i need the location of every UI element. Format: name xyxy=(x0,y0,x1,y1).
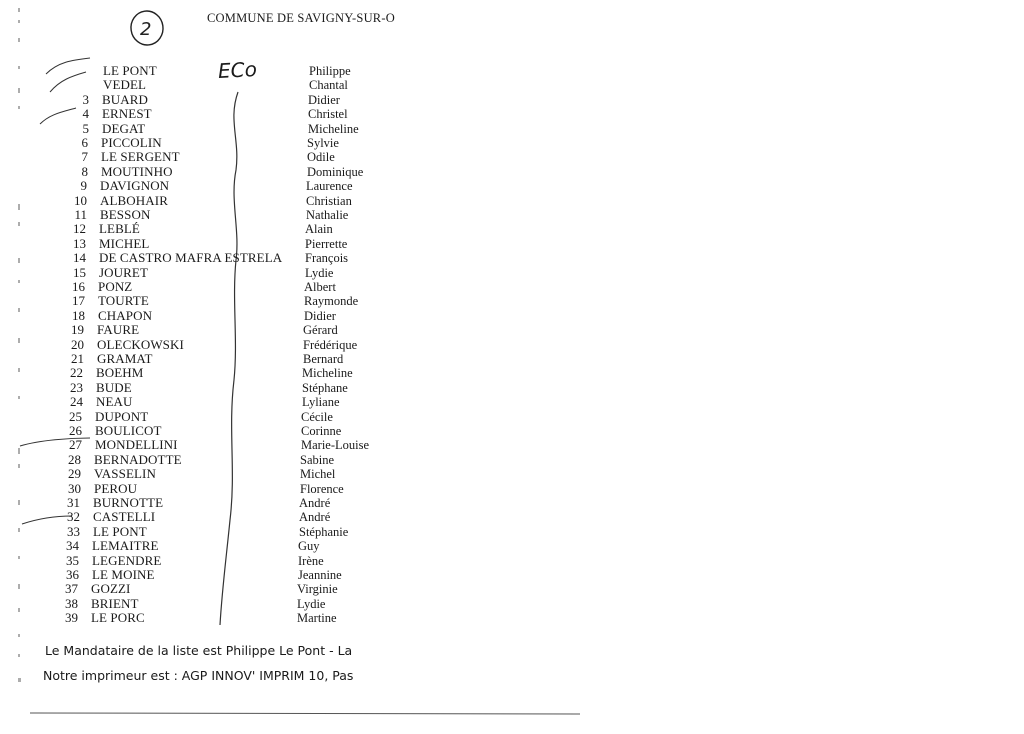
candidate-surname: BOULICOT xyxy=(95,423,162,438)
candidate-given-name: Irène xyxy=(298,553,324,568)
candidate-surname: BERNADOTTE xyxy=(94,451,182,467)
candidate-row xyxy=(0,525,400,539)
candidate-given-name: Didier xyxy=(304,308,336,323)
candidate-given-name: Sabine xyxy=(300,452,335,467)
candidate-given-name: Virginie xyxy=(297,582,338,597)
candidate-given-name: Martine xyxy=(297,611,337,626)
candidate-row xyxy=(0,539,400,553)
candidate-given-name: Lydie xyxy=(305,265,334,280)
candidate-given-name: Sylvie xyxy=(307,136,339,150)
candidate-surname: CHAPON xyxy=(98,307,153,323)
candidate-number: 31 xyxy=(67,495,80,510)
candidate-number: 19 xyxy=(71,322,84,338)
candidate-row xyxy=(0,338,400,352)
candidate-row xyxy=(0,294,400,308)
candidate-given-name: Micheline xyxy=(302,366,353,381)
candidate-surname: ERNEST xyxy=(102,106,152,122)
candidate-row xyxy=(0,136,400,150)
candidate-given-name: Micheline xyxy=(308,121,359,136)
candidate-surname: BESSON xyxy=(100,207,151,222)
candidate-surname: VASSELIN xyxy=(94,466,156,482)
candidate-number: 12 xyxy=(73,221,86,237)
candidate-surname: FAURE xyxy=(97,322,140,338)
commune-title: COMMUNE DE SAVIGNY-SUR-O xyxy=(207,11,395,25)
candidate-number: 3 xyxy=(82,91,89,107)
candidate-surname: MONDELLINI xyxy=(95,437,178,453)
candidate-given-name: Marie-Louise xyxy=(301,438,370,453)
candidate-number: 16 xyxy=(72,279,85,294)
candidate-number: 4 xyxy=(82,106,89,122)
candidate-number: 26 xyxy=(69,423,82,438)
candidate-surname: LE PONT xyxy=(103,63,157,78)
candidate-surname: TOURTE xyxy=(98,293,149,309)
candidate-surname: LE PORC xyxy=(91,610,145,626)
candidate-row xyxy=(0,496,400,510)
candidate-number: 9 xyxy=(80,178,87,194)
candidate-number: 13 xyxy=(73,235,86,251)
candidate-given-name: Didier xyxy=(308,92,340,107)
candidate-given-name: Pierrette xyxy=(305,236,348,251)
candidate-number: 15 xyxy=(73,264,86,280)
candidate-row xyxy=(0,280,400,294)
candidate-number: 25 xyxy=(69,408,82,424)
candidate-row xyxy=(0,366,400,380)
candidate-number: 6 xyxy=(81,135,88,150)
candidate-given-name: Bernard xyxy=(303,352,344,366)
candidate-given-name: Stéphanie xyxy=(299,524,349,539)
candidate-number: 34 xyxy=(66,538,79,554)
candidate-number: 29 xyxy=(68,466,81,482)
candidate-row xyxy=(0,438,400,452)
candidate-given-name: Florence xyxy=(300,481,344,496)
candidate-surname: LE PONT xyxy=(93,523,147,539)
candidate-given-name: Odile xyxy=(307,150,335,165)
candidate-row xyxy=(0,597,400,611)
candidate-surname: JOURET xyxy=(99,264,148,280)
candidate-surname: MOUTINHO xyxy=(101,163,173,179)
candidate-row xyxy=(0,611,400,625)
candidate-given-name: Cécile xyxy=(301,409,333,424)
candidate-number: 30 xyxy=(68,480,81,496)
candidate-row xyxy=(0,453,400,467)
candidate-row xyxy=(0,424,400,438)
candidate-surname: PONZ xyxy=(98,279,133,294)
candidate-surname: BUARD xyxy=(102,91,149,107)
candidate-surname: LEGENDRE xyxy=(92,552,162,568)
candidate-given-name: Frédérique xyxy=(303,337,358,352)
candidate-number: 5 xyxy=(82,120,89,136)
candidate-row xyxy=(0,410,400,424)
candidate-row xyxy=(0,309,400,323)
candidate-row xyxy=(0,352,400,366)
candidate-number: 7 xyxy=(81,149,88,165)
candidate-row xyxy=(0,510,400,524)
candidate-given-name: Laurence xyxy=(306,179,353,194)
eco-annotation: ECo xyxy=(217,56,258,84)
candidate-given-name: Nathalie xyxy=(306,208,349,222)
candidate-surname: LEBLÉ xyxy=(99,221,140,237)
candidate-number: 17 xyxy=(72,293,85,309)
candidate-row xyxy=(0,467,400,481)
candidate-number: 28 xyxy=(68,451,81,467)
candidate-given-name: Chantal xyxy=(309,78,348,93)
candidate-row xyxy=(0,395,400,409)
candidate-number: 22 xyxy=(70,365,83,381)
candidate-row xyxy=(0,482,400,496)
candidate-row xyxy=(0,251,400,265)
candidate-row xyxy=(0,107,400,121)
candidate-given-name: André xyxy=(299,496,331,510)
candidate-row xyxy=(0,64,400,78)
candidate-given-name: Albert xyxy=(304,280,336,294)
candidate-number: 39 xyxy=(65,610,78,626)
candidate-row xyxy=(0,78,400,92)
candidate-number: 24 xyxy=(70,394,83,410)
candidate-number: 33 xyxy=(67,523,80,539)
candidate-number: 10 xyxy=(74,192,87,208)
candidate-surname: PEROU xyxy=(94,480,138,496)
candidate-given-name: Jeannine xyxy=(298,568,342,582)
candidate-row xyxy=(0,179,400,193)
candidate-row xyxy=(0,568,400,582)
candidate-number: 23 xyxy=(70,379,83,395)
candidate-number: 20 xyxy=(71,336,84,352)
candidate-number: 35 xyxy=(66,552,79,568)
candidate-surname: OLECKOWSKI xyxy=(97,336,184,352)
page-number-text: 2 xyxy=(140,19,152,40)
candidate-row xyxy=(0,93,400,107)
candidate-given-name: Christian xyxy=(306,193,352,208)
bottom-rule xyxy=(30,712,580,715)
candidate-surname: VEDEL xyxy=(103,77,147,93)
candidate-row xyxy=(0,208,400,222)
candidate-given-name: Raymonde xyxy=(304,294,359,309)
candidate-given-name: Michel xyxy=(300,467,336,482)
candidate-number: 21 xyxy=(71,351,84,366)
candidate-number: 11 xyxy=(74,207,87,222)
candidate-surname: ALBOHAIR xyxy=(100,192,168,208)
candidate-surname: NEAU xyxy=(96,394,133,410)
candidate-given-name: François xyxy=(305,251,349,266)
candidate-row xyxy=(0,165,400,179)
candidate-surname: PICCOLIN xyxy=(101,135,162,150)
candidate-row xyxy=(0,122,400,136)
candidate-surname: CASTELLI xyxy=(93,509,156,525)
candidate-given-name: Lydie xyxy=(297,596,326,611)
candidate-given-name: Guy xyxy=(298,539,320,554)
candidate-surname: DUPONT xyxy=(95,408,149,424)
candidate-given-name: Gérard xyxy=(303,323,338,338)
candidate-row xyxy=(0,194,400,208)
candidate-number: 14 xyxy=(73,250,86,266)
candidate-surname: DAVIGNON xyxy=(100,178,170,194)
candidate-given-name: Christel xyxy=(308,107,348,122)
candidate-given-name: Lyliane xyxy=(302,395,340,410)
candidate-row xyxy=(0,582,400,596)
candidate-row xyxy=(0,381,400,395)
candidate-given-name: Stéphane xyxy=(302,380,348,395)
candidate-surname: LE MOINE xyxy=(92,567,155,582)
candidate-number: 18 xyxy=(72,307,85,323)
candidate-number: 36 xyxy=(66,567,79,582)
candidate-surname: BURNOTTE xyxy=(93,495,164,510)
candidate-surname: GOZZI xyxy=(91,581,131,597)
candidate-number: 27 xyxy=(69,437,82,453)
candidate-surname: BOEHM xyxy=(96,365,144,381)
candidate-surname: MICHEL xyxy=(99,235,150,251)
candidate-surname: BUDE xyxy=(96,379,132,395)
candidate-given-name: Dominique xyxy=(307,164,364,179)
candidate-row xyxy=(0,222,400,236)
candidate-surname: BRIENT xyxy=(91,595,139,611)
candidate-surname: DE CASTRO MAFRA ESTRELA xyxy=(99,250,283,266)
candidate-given-name: Philippe xyxy=(309,64,351,78)
candidate-number: 32 xyxy=(67,509,80,525)
candidate-number: 37 xyxy=(65,581,78,597)
candidate-surname: LEMAITRE xyxy=(92,538,159,554)
imprimeur-line: Notre imprimeur est : AGP INNOV' IMPRIM 10, Pas xyxy=(43,668,354,683)
candidate-number: 38 xyxy=(65,595,78,611)
candidate-given-name: Alain xyxy=(305,222,333,237)
candidate-surname: LE SERGENT xyxy=(101,149,180,165)
candidate-surname: DEGAT xyxy=(102,120,146,136)
candidate-row xyxy=(0,323,400,337)
candidate-row xyxy=(0,266,400,280)
candidate-given-name: Corinne xyxy=(301,424,342,438)
candidate-row xyxy=(0,237,400,251)
mandataire-line: Le Mandataire de la liste est Philippe Le Pont - La xyxy=(45,643,353,658)
candidate-surname: GRAMAT xyxy=(97,351,153,366)
candidate-row xyxy=(0,150,400,164)
candidate-row xyxy=(0,554,400,568)
candidate-given-name: André xyxy=(299,510,331,525)
candidate-number: 8 xyxy=(81,163,88,179)
